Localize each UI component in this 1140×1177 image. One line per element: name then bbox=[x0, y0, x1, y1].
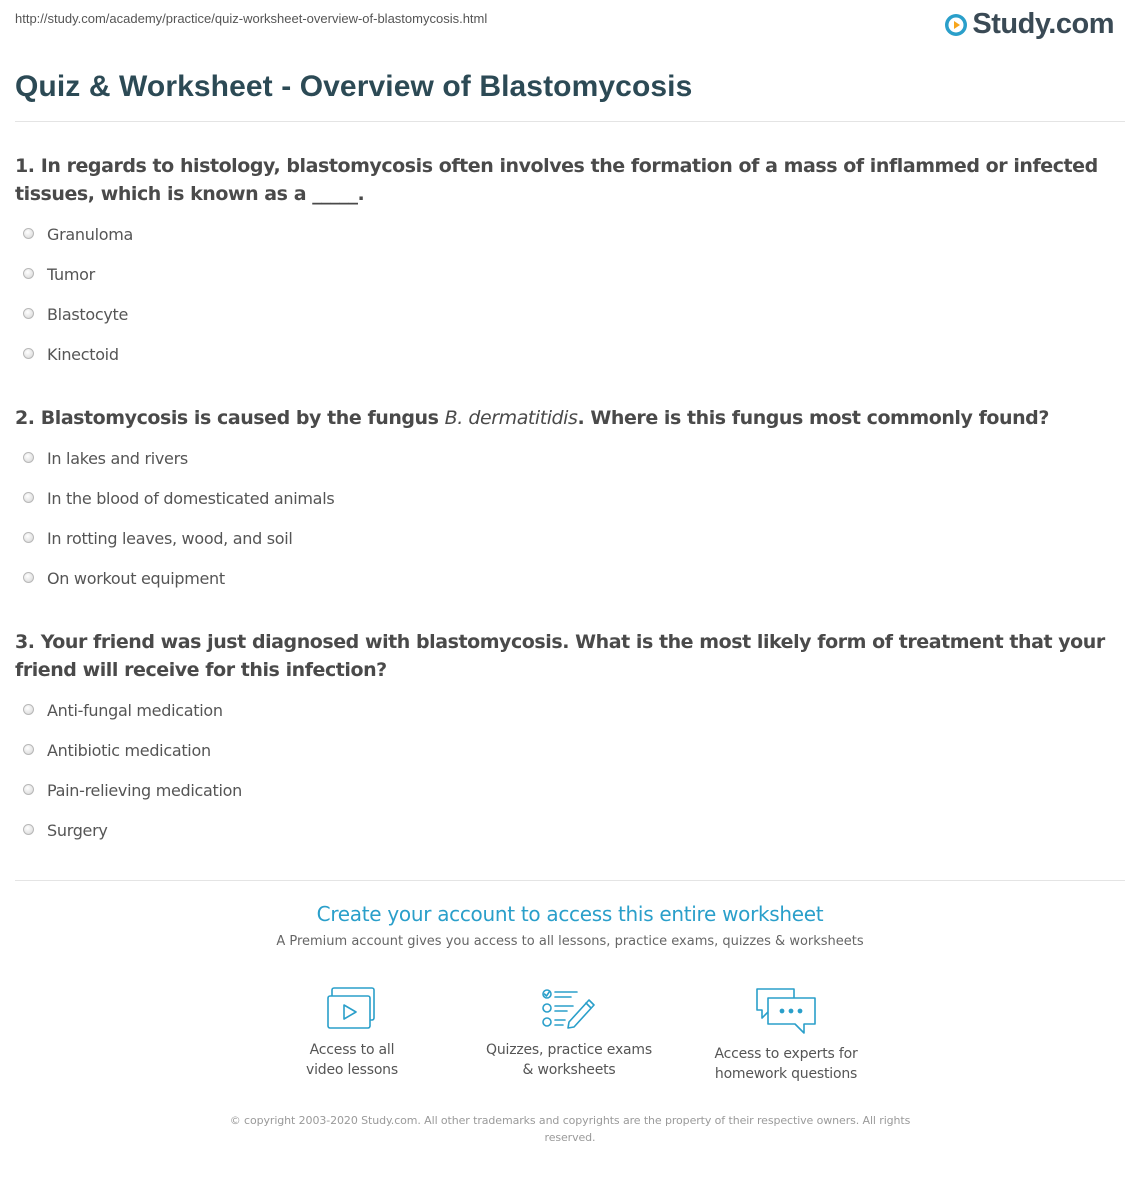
option-label: Granuloma bbox=[47, 224, 133, 244]
answer-option[interactable] bbox=[15, 518, 1127, 558]
answer-option[interactable] bbox=[15, 294, 1127, 334]
option-label: In the blood of domesticated animals bbox=[47, 488, 335, 508]
answer-option[interactable] bbox=[15, 214, 1127, 254]
option-label: In lakes and rivers bbox=[47, 448, 188, 468]
option-label: Blastocyte bbox=[47, 304, 129, 324]
feature-quizzes bbox=[459, 986, 679, 1080]
option-label: Anti-fungal medication bbox=[47, 700, 223, 720]
divider bbox=[15, 880, 1125, 881]
question-text: 2. Blastomycosis is caused by the fungus B. dermatitidis. Where is this fungus most commonly found? bbox=[15, 407, 1049, 429]
answer-option[interactable] bbox=[15, 690, 1127, 730]
radio-button[interactable] bbox=[23, 492, 34, 503]
radio-button[interactable] bbox=[23, 532, 34, 543]
option-label: Tumor bbox=[47, 264, 95, 284]
radio-button[interactable] bbox=[23, 268, 34, 279]
question-3 bbox=[15, 628, 1127, 850]
premium-description: A Premium account gives you access to all lessons, practice exams, quizzes & worksheets bbox=[276, 934, 864, 949]
copyright-notice: © copyright 2003-2020 Study.com. All other trademarks and copyrights are the property of their respective owners. All rights reserved. bbox=[229, 1114, 911, 1144]
option-label: Antibiotic medication bbox=[47, 740, 211, 760]
answer-option[interactable] bbox=[15, 438, 1127, 478]
answer-options bbox=[15, 690, 1127, 850]
question-text: 1. In regards to histology, blastomycosis often involves the formation of a mass of inflammed or infected tissues, which is known as a _____. bbox=[15, 155, 1098, 205]
radio-button[interactable] bbox=[23, 452, 34, 463]
answer-option[interactable] bbox=[15, 770, 1127, 810]
option-label: Pain-relieving medication bbox=[47, 780, 242, 800]
radio-button[interactable] bbox=[23, 744, 34, 755]
option-label: On workout equipment bbox=[47, 568, 225, 588]
feature-label: Access to experts for homework questions bbox=[714, 1046, 858, 1082]
answer-option[interactable] bbox=[15, 254, 1127, 294]
option-label: Surgery bbox=[47, 820, 108, 840]
study-logo[interactable] bbox=[944, 8, 1114, 41]
page-url: http://study.com/academy/practice/quiz-worksheet-overview-of-blastomycosis.html bbox=[15, 11, 488, 26]
answer-option[interactable] bbox=[15, 730, 1127, 770]
feature-video-lessons bbox=[242, 986, 462, 1080]
question-text: 3. Your friend was just diagnosed with blastomycosis. What is the most likely form of treatment that your friend will receive for this infection? bbox=[15, 631, 1105, 681]
answer-option[interactable] bbox=[15, 810, 1127, 850]
answer-option[interactable] bbox=[15, 478, 1127, 518]
question-1 bbox=[15, 152, 1127, 374]
page-title: Quiz & Worksheet - Overview of Blastomycosis bbox=[15, 70, 693, 103]
radio-button[interactable] bbox=[23, 348, 34, 359]
feature-label: Quizzes, practice exams & worksheets bbox=[486, 1042, 652, 1078]
radio-button[interactable] bbox=[23, 704, 34, 715]
option-label: Kinectoid bbox=[47, 344, 119, 364]
radio-button[interactable] bbox=[23, 228, 34, 239]
logo-text: Study.com bbox=[972, 8, 1114, 40]
species-name: B. dermatitidis bbox=[444, 407, 578, 429]
answer-option[interactable] bbox=[15, 334, 1127, 374]
quiz-checklist-icon bbox=[541, 986, 597, 1032]
answer-options bbox=[15, 214, 1127, 374]
radio-button[interactable] bbox=[23, 572, 34, 583]
radio-button[interactable] bbox=[23, 308, 34, 319]
feature-experts bbox=[676, 986, 896, 1084]
feature-label: Access to all video lessons bbox=[306, 1042, 398, 1078]
play-icon bbox=[944, 13, 968, 37]
radio-button[interactable] bbox=[23, 784, 34, 795]
question-2 bbox=[15, 404, 1127, 598]
radio-button[interactable] bbox=[23, 824, 34, 835]
create-account-link[interactable]: Create your account to access this entire worksheet bbox=[316, 902, 824, 926]
chat-bubbles-icon bbox=[754, 986, 818, 1036]
divider bbox=[15, 121, 1125, 122]
option-label: In rotting leaves, wood, and soil bbox=[47, 528, 293, 548]
answer-option[interactable] bbox=[15, 558, 1127, 598]
answer-options bbox=[15, 438, 1127, 598]
video-lessons-icon bbox=[326, 986, 378, 1032]
